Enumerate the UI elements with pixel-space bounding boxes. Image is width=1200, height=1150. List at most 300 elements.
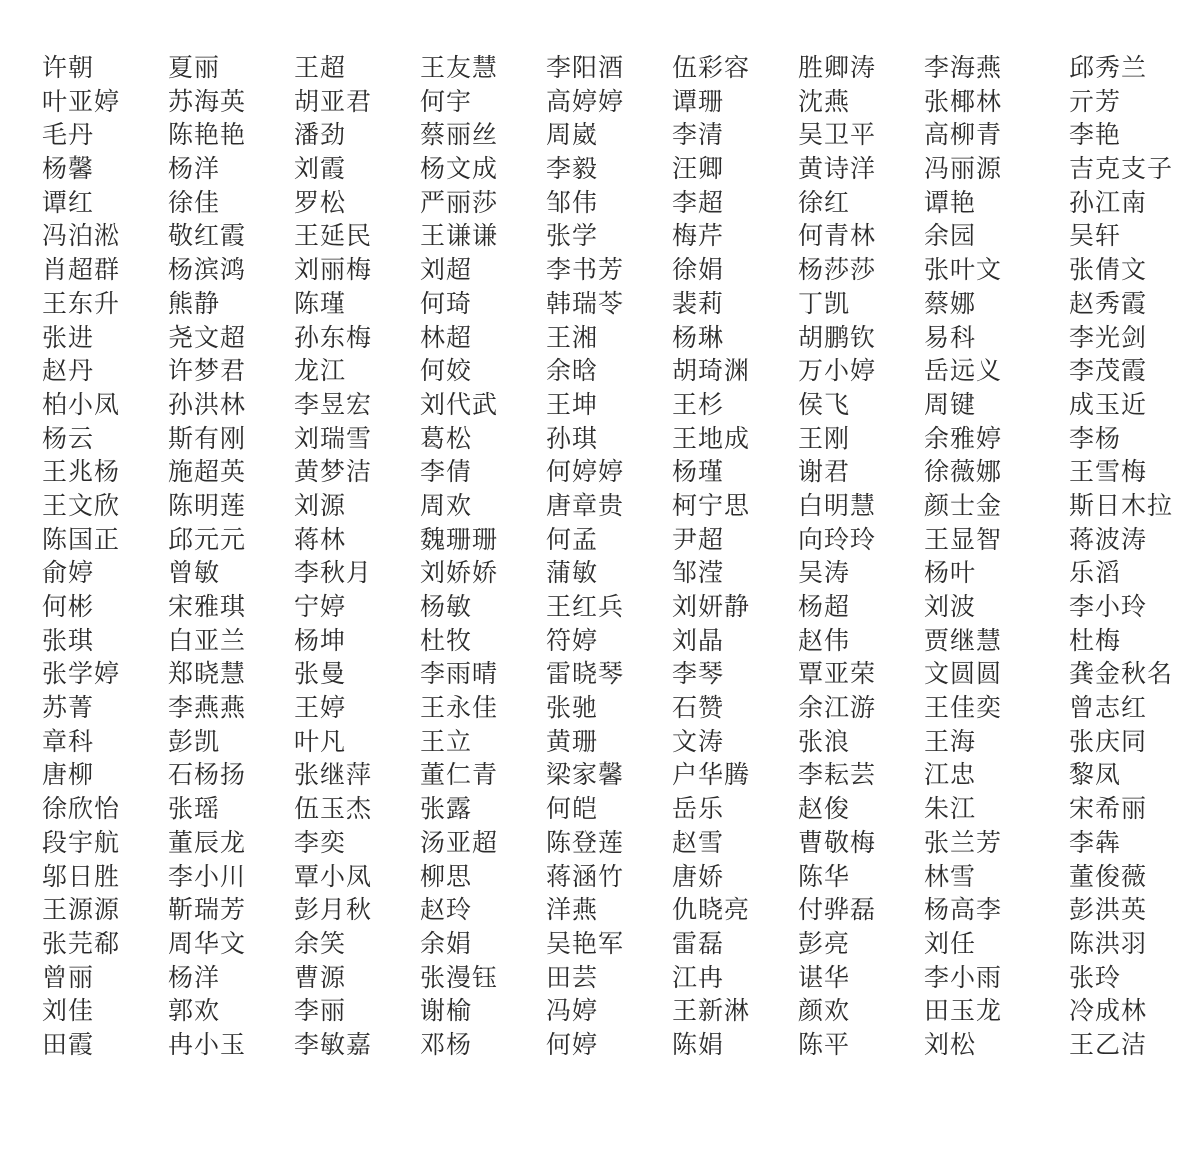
name-cell: 周键 [924,389,977,419]
name-cell: 魏珊珊 [420,524,499,554]
name-cell: 龙江 [294,356,347,386]
name-cell: 罗松 [294,187,347,217]
name-cell: 王东升 [42,288,121,318]
name-cell: 赵秀霞 [1069,288,1148,318]
name-cell: 冉小玉 [168,1029,247,1059]
name-cell: 陈平 [798,1029,851,1059]
name-cell: 赵雪 [672,827,725,857]
name-cell: 杨馨 [42,154,95,184]
name-cell: 王延民 [294,221,373,251]
name-cell: 雷晓琴 [546,659,625,689]
name-cell: 赵丹 [42,356,95,386]
name-cell: 沈燕 [798,86,851,116]
name-cell: 吉克支子 [1069,154,1174,184]
name-cell: 尹超 [672,524,725,554]
name-cell: 颜欢 [798,996,851,1026]
name-cell: 王超 [294,53,347,82]
name-cell: 刘波 [924,592,977,621]
name-cell: 杨琳 [672,322,725,352]
name-cell: 冷成林 [1069,996,1148,1026]
name-cell: 李海燕 [924,53,1003,82]
name-cell: 仇晓亮 [672,895,751,925]
name-row [0,85,1200,119]
name-cell: 曾敏 [168,558,221,588]
name-cell: 高婷婷 [546,86,625,116]
name-row [0,422,1200,456]
name-row [0,219,1200,253]
name-cell: 杨云 [42,423,95,453]
name-cell: 刘佳 [42,996,95,1026]
name-cell: 斯日木拉 [1069,490,1174,520]
name-row [0,961,1200,995]
name-cell: 李秋月 [294,558,373,588]
name-cell: 许梦君 [168,356,247,386]
name-cell: 何宇 [420,86,473,116]
name-cell: 唐娇 [672,861,725,891]
name-cell: 章科 [42,726,95,756]
name-cell: 张驰 [546,693,599,723]
name-cell: 洋燕 [546,895,599,925]
name-cell: 王地成 [672,423,751,453]
name-cell: 王显智 [924,524,1003,554]
name-cell: 陈国正 [42,524,121,554]
name-cell: 吴涛 [798,558,851,588]
name-cell: 高柳青 [924,120,1003,150]
name-cell: 毛丹 [42,120,95,150]
name-cell: 吴轩 [1069,221,1122,251]
name-cell: 徐娟 [672,255,725,285]
name-cell: 吴艳军 [546,928,625,958]
name-row [0,51,1200,85]
name-cell: 杨敏 [420,592,473,621]
name-cell: 李丽 [294,996,347,1026]
name-cell: 余江游 [798,693,877,723]
name-cell: 黄诗洋 [798,154,877,184]
name-cell: 李耘芸 [798,760,877,790]
name-cell: 余园 [924,221,977,251]
name-cell: 覃小凤 [294,861,373,891]
name-cell: 严丽莎 [420,187,499,217]
name-cell: 何婷 [546,1029,599,1059]
name-cell: 徐佳 [168,187,221,217]
name-cell: 陈洪羽 [1069,928,1148,958]
name-cell: 文涛 [672,726,725,756]
name-cell: 李奕 [294,827,347,857]
name-cell: 户华腾 [672,760,751,790]
name-row [0,287,1200,321]
name-cell: 石杨扬 [168,760,247,790]
name-cell: 李小川 [168,861,247,891]
name-cell: 段宇航 [42,827,121,857]
name-cell: 杨超 [798,592,851,621]
name-cell: 彭月秋 [294,895,373,925]
name-cell: 周崴 [546,120,599,150]
name-cell: 王永佳 [420,693,499,723]
name-cell: 杜梅 [1069,625,1122,655]
name-cell: 刘妍静 [672,592,751,621]
name-cell: 宋雅琪 [168,592,247,621]
name-cell: 张学 [546,221,599,251]
name-cell: 叶亚婷 [42,86,121,116]
name-cell: 唐章贵 [546,490,625,520]
name-cell: 王谦谦 [420,221,499,251]
name-cell: 徐欣怡 [42,794,121,824]
name-cell: 岳远义 [924,356,1003,386]
name-cell: 李阳酒 [546,53,625,82]
name-cell: 靳瑞芳 [168,895,247,925]
name-cell: 李茂霞 [1069,356,1148,386]
name-cell: 李小雨 [924,962,1003,992]
name-cell: 张倩文 [1069,255,1148,285]
name-cell: 冯婷 [546,996,599,1026]
name-cell: 杨叶 [924,558,977,588]
name-cell: 李毅 [546,154,599,184]
name-cell: 曹敬梅 [798,827,877,857]
name-cell: 苏菁 [42,693,95,723]
name-cell: 刘霞 [294,154,347,184]
name-cell: 叶凡 [294,726,347,756]
name-row [0,1028,1200,1062]
name-cell: 王雪梅 [1069,457,1148,487]
name-cell: 符婷 [546,625,599,655]
name-cell: 江忠 [924,760,977,790]
name-cell: 李倩 [420,457,473,487]
name-cell: 王兆杨 [42,457,121,487]
name-cell: 李光剑 [1069,322,1148,352]
name-cell: 敬红霞 [168,221,247,251]
name-cell: 李书芳 [546,255,625,285]
name-cell: 肖超群 [42,255,121,285]
name-cell: 龚金秋名 [1069,659,1174,689]
name-cell: 蔡丽丝 [420,120,499,150]
name-cell: 黄珊 [546,726,599,756]
name-cell: 张琪 [42,625,95,655]
name-cell: 王乙洁 [1069,1029,1148,1059]
name-cell: 董辰龙 [168,827,247,857]
name-cell: 裴莉 [672,288,725,318]
name-cell: 张芫郗 [42,928,121,958]
name-cell: 邹滢 [672,558,725,588]
name-cell: 杨文成 [420,154,499,184]
name-cell: 李燕燕 [168,693,247,723]
name-cell: 王新淋 [672,996,751,1026]
name-cell: 邓杨 [420,1029,473,1059]
name-cell: 王源源 [42,895,121,925]
name-cell: 林雪 [924,861,977,891]
name-row [0,152,1200,186]
name-cell: 孙琪 [546,423,599,453]
name-cell: 曾丽 [42,962,95,992]
name-cell: 颜士金 [924,490,1003,520]
name-cell: 余雅婷 [924,423,1003,453]
name-cell: 乐滔 [1069,558,1122,588]
name-cell: 宁婷 [294,592,347,621]
name-cell: 何皑 [546,794,599,824]
name-row [0,590,1200,624]
name-cell: 亓芳 [1069,86,1122,116]
name-cell: 李昱宏 [294,389,373,419]
name-row [0,826,1200,860]
name-cell: 陈登莲 [546,827,625,857]
name-cell: 杨高李 [924,895,1003,925]
name-cell: 李清 [672,120,725,150]
name-cell: 余晗 [546,356,599,386]
name-row [0,792,1200,826]
name-cell: 刘代武 [420,389,499,419]
name-cell: 余娟 [420,928,473,958]
name-row [0,388,1200,422]
name-cell: 王婷 [294,693,347,723]
name-cell: 蒋波涛 [1069,524,1148,554]
name-cell: 张庆同 [1069,726,1148,756]
name-cell: 刘任 [924,928,977,958]
name-cell: 何婷婷 [546,457,625,487]
name-cell: 朱江 [924,794,977,824]
name-cell: 何彬 [42,592,95,621]
name-cell: 陈瑾 [294,288,347,318]
name-cell: 谌华 [798,962,851,992]
name-cell: 宋希丽 [1069,794,1148,824]
name-cell: 伍玉杰 [294,794,373,824]
name-cell: 江冉 [672,962,725,992]
name-cell: 张瑶 [168,794,221,824]
name-cell: 刘超 [420,255,473,285]
name-cell: 张漫钰 [420,962,499,992]
name-cell: 向玲玲 [798,524,877,554]
name-cell: 陈娟 [672,1029,725,1059]
name-cell: 蒋涵竹 [546,861,625,891]
name-cell: 刘晶 [672,625,725,655]
name-cell: 田霞 [42,1029,95,1059]
name-cell: 韩瑞苓 [546,288,625,318]
name-cell: 邹伟 [546,187,599,217]
name-row [0,186,1200,220]
name-cell: 赵俊 [798,794,851,824]
name-cell: 斯有刚 [168,423,247,453]
name-cell: 周华文 [168,928,247,958]
name-cell: 彭凯 [168,726,221,756]
name-cell: 刘瑞雪 [294,423,373,453]
name-row [0,321,1200,355]
name-cell: 成玉近 [1069,389,1148,419]
name-cell: 张兰芳 [924,827,1003,857]
name-cell: 周欢 [420,490,473,520]
name-row [0,657,1200,691]
name-cell: 王文欣 [42,490,121,520]
name-cell: 熊静 [168,288,221,318]
name-cell: 董仁青 [420,760,499,790]
name-cell: 雷磊 [672,928,725,958]
name-cell: 杨瑾 [672,457,725,487]
name-cell: 苏海英 [168,86,247,116]
name-cell: 梅芹 [672,221,725,251]
name-cell: 蒲敏 [546,558,599,588]
name-cell: 杨洋 [168,154,221,184]
name-cell: 张玲 [1069,962,1122,992]
name-row [0,489,1200,523]
name-cell: 刘丽梅 [294,255,373,285]
name-row [0,523,1200,557]
name-cell: 谭珊 [672,86,725,116]
name-cell: 黎凤 [1069,760,1122,790]
name-cell: 杜牧 [420,625,473,655]
name-row [0,893,1200,927]
name-cell: 陈艳艳 [168,120,247,150]
name-cell: 葛松 [420,423,473,453]
name-row [0,994,1200,1028]
name-cell: 伍彩容 [672,53,751,82]
name-cell: 柳思 [420,861,473,891]
name-cell: 赵玲 [420,895,473,925]
name-cell: 梁家馨 [546,760,625,790]
name-cell: 李小玲 [1069,592,1148,621]
name-cell: 彭洪英 [1069,895,1148,925]
name-row [0,758,1200,792]
name-cell: 徐薇娜 [924,457,1003,487]
name-cell: 张叶文 [924,255,1003,285]
name-cell: 尧文超 [168,322,247,352]
name-cell: 王刚 [798,423,851,453]
name-row [0,860,1200,894]
name-cell: 岳乐 [672,794,725,824]
name-cell: 李雨晴 [420,659,499,689]
name-cell: 何孟 [546,524,599,554]
name-cell: 何姣 [420,356,473,386]
name-row [0,118,1200,152]
name-row [0,624,1200,658]
name-cell: 唐柳 [42,760,95,790]
name-cell: 冯泊淞 [42,221,121,251]
name-cell: 胡琦渊 [672,356,751,386]
name-cell: 郑晓慧 [168,659,247,689]
name-cell: 蒋林 [294,524,347,554]
name-cell: 王立 [420,726,473,756]
name-cell: 王红兵 [546,592,625,621]
name-cell: 赵伟 [798,625,851,655]
name-cell: 冯丽源 [924,154,1003,184]
name-cell: 覃亚荣 [798,659,877,689]
name-cell: 李艳 [1069,120,1122,150]
name-cell: 杨滨鸿 [168,255,247,285]
name-cell: 蔡娜 [924,288,977,318]
name-cell: 刘源 [294,490,347,520]
name-cell: 夏丽 [168,53,221,82]
name-cell: 付骅磊 [798,895,877,925]
name-row [0,455,1200,489]
name-cell: 彭亮 [798,928,851,958]
name-cell: 谢君 [798,457,851,487]
name-list-grid [0,51,1200,1062]
name-cell: 白亚兰 [168,625,247,655]
name-cell: 邱秀兰 [1069,53,1148,82]
name-cell: 孙洪林 [168,389,247,419]
name-cell: 李犇 [1069,827,1122,857]
name-cell: 张椰林 [924,86,1003,116]
name-row [0,691,1200,725]
name-cell: 刘娇娇 [420,558,499,588]
name-cell: 张学婷 [42,659,121,689]
name-cell: 邱元元 [168,524,247,554]
name-cell: 侯飞 [798,389,851,419]
name-cell: 王海 [924,726,977,756]
name-cell: 胜卿涛 [798,53,877,82]
name-cell: 张进 [42,322,95,352]
name-row [0,556,1200,590]
name-cell: 田芸 [546,962,599,992]
name-cell: 李琴 [672,659,725,689]
name-cell: 李杨 [1069,423,1122,453]
name-row [0,354,1200,388]
name-cell: 陈华 [798,861,851,891]
name-cell: 杨莎莎 [798,255,877,285]
name-cell: 柏小凤 [42,389,121,419]
name-cell: 谢榆 [420,996,473,1026]
name-cell: 何琦 [420,288,473,318]
name-cell: 胡亚君 [294,86,373,116]
name-cell: 李超 [672,187,725,217]
name-cell: 曹源 [294,962,347,992]
name-cell: 王友慧 [420,53,499,82]
name-cell: 俞婷 [42,558,95,588]
name-cell: 潘劲 [294,120,347,150]
name-cell: 孙江南 [1069,187,1148,217]
name-row [0,927,1200,961]
name-cell: 石赞 [672,693,725,723]
name-cell: 徐红 [798,187,851,217]
name-row [0,725,1200,759]
name-cell: 易科 [924,322,977,352]
name-cell: 文圆圆 [924,659,1003,689]
name-cell: 郭欢 [168,996,221,1026]
name-cell: 谭艳 [924,187,977,217]
name-cell: 谭红 [42,187,95,217]
name-cell: 许朝 [42,53,95,82]
name-cell: 黄梦洁 [294,457,373,487]
name-cell: 陈明莲 [168,490,247,520]
name-cell: 白明慧 [798,490,877,520]
name-cell: 张浪 [798,726,851,756]
name-cell: 孙东梅 [294,322,373,352]
name-cell: 曾志红 [1069,693,1148,723]
name-cell: 王佳奕 [924,693,1003,723]
name-cell: 王杉 [672,389,725,419]
name-cell: 王坤 [546,389,599,419]
name-cell: 张曼 [294,659,347,689]
name-cell: 张继萍 [294,760,373,790]
name-cell: 柯宁思 [672,490,751,520]
name-cell: 施超英 [168,457,247,487]
name-row [0,253,1200,287]
name-cell: 刘松 [924,1029,977,1059]
name-cell: 万小婷 [798,356,877,386]
name-cell: 董俊薇 [1069,861,1148,891]
name-cell: 王湘 [546,322,599,352]
name-cell: 丁凯 [798,288,851,318]
name-cell: 汪卿 [672,154,725,184]
name-cell: 胡鹏钦 [798,322,877,352]
name-cell: 邬日胜 [42,861,121,891]
name-cell: 何青林 [798,221,877,251]
name-cell: 林超 [420,322,473,352]
name-cell: 汤亚超 [420,827,499,857]
name-cell: 吴卫平 [798,120,877,150]
name-cell: 田玉龙 [924,996,1003,1026]
name-cell: 李敏嘉 [294,1029,373,1059]
name-cell: 张露 [420,794,473,824]
name-cell: 杨坤 [294,625,347,655]
name-cell: 贾继慧 [924,625,1003,655]
name-cell: 余笑 [294,928,347,958]
